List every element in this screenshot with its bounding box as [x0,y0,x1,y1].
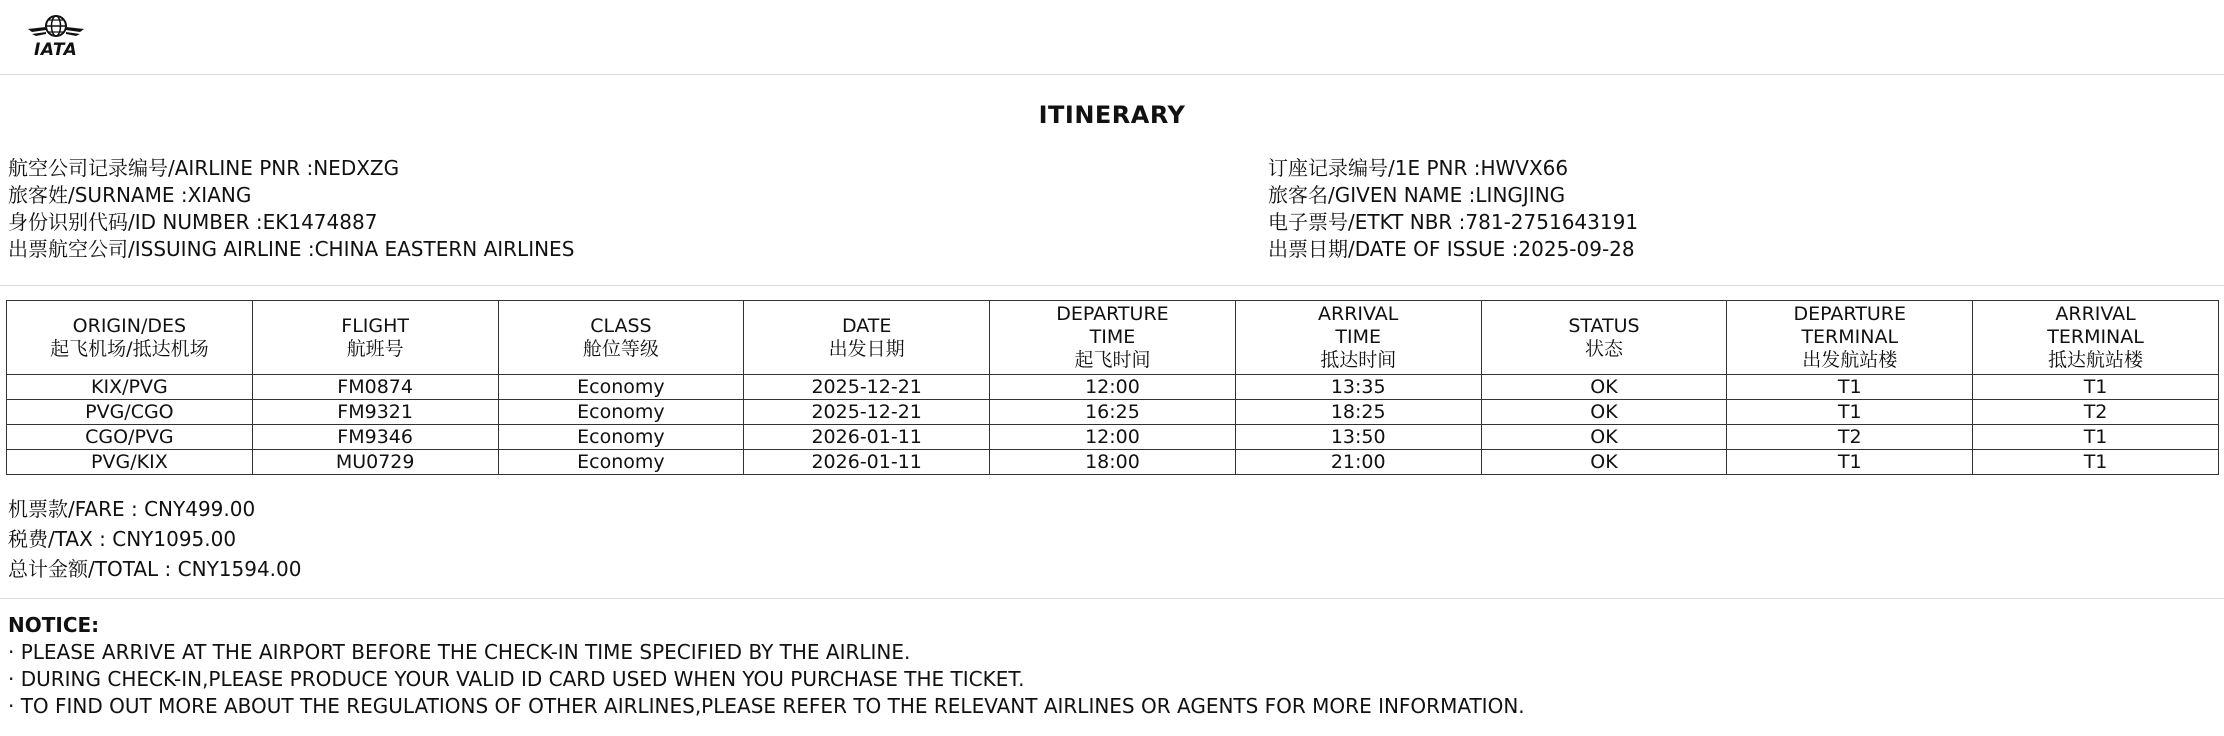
cell-origin-des: KIX/PVG [7,375,253,400]
cell-class: Economy [498,450,744,475]
cell-class: Economy [498,375,744,400]
tax-amount: 税费/TAX : CNY1095.00 [8,527,237,551]
issuing-airline: 出票航空公司/ISSUING AIRLINE :CHINA EASTERN AIRLINES [8,237,575,261]
divider [0,598,2224,599]
cell-departure-terminal: T1 [1727,400,1973,425]
cell-date: 2026-01-11 [744,450,990,475]
cell-arrival-time: 13:50 [1235,425,1481,450]
page-title: ITINERARY [1038,101,1186,129]
cell-arrival-time: 18:25 [1235,400,1481,425]
flight-table [6,300,2219,475]
cell-arrival-terminal: T1 [1973,450,2219,475]
cell-departure-terminal: T2 [1727,425,1973,450]
notice-item: · DURING CHECK-IN,PLEASE PRODUCE YOUR VALID ID CARD USED WHEN YOU PURCHASE THE TICKET. [8,667,1025,691]
col-arrival-time: ARRIVAL TIME 抵达时间 [1235,301,1481,375]
col-date: DATE 出发日期 [744,301,990,375]
date-of-issue: 出票日期/DATE OF ISSUE :2025-09-28 [1268,237,1635,261]
notice-item: · PLEASE ARRIVE AT THE AIRPORT BEFORE THE CHECK-IN TIME SPECIFIED BY THE AIRLINE. [8,640,911,664]
col-status: STATUS 状态 [1481,301,1727,375]
fare-amount: 机票款/FARE : CNY499.00 [8,497,256,521]
logo-text: IATA [34,40,78,60]
airline-pnr: 航空公司记录编号/AIRLINE PNR :NEDXZG [8,156,400,180]
notice-title: NOTICE: [8,613,100,637]
total-amount: 总计金额/TOTAL : CNY1594.00 [8,557,302,581]
cell-status: OK [1481,450,1727,475]
cell-arrival-terminal: T1 [1973,375,2219,400]
cell-class: Economy [498,400,744,425]
fare-summary [8,494,302,584]
cell-arrival-time: 21:00 [1235,450,1481,475]
col-flight: FLIGHT 航班号 [252,301,498,375]
surname: 旅客姓/SURNAME :XIANG [8,183,252,207]
etkt-number: 电子票号/ETKT NBR :781-2751643191 [1268,210,1639,234]
passenger-info-left [8,155,574,263]
col-arrival-terminal: ARRIVAL TERMINAL 抵达航站楼 [1973,301,2219,375]
table-row [7,375,2219,400]
cell-flight: MU0729 [252,450,498,475]
cell-departure-time: 16:25 [990,400,1236,425]
cell-arrival-terminal: T2 [1973,400,2219,425]
1e-pnr: 订座记录编号/1E PNR :HWVX66 [1268,156,1569,180]
cell-arrival-terminal: T1 [1973,425,2219,450]
cell-date: 2025-12-21 [744,375,990,400]
cell-date: 2025-12-21 [744,400,990,425]
cell-departure-terminal: T1 [1727,450,1973,475]
cell-departure-time: 12:00 [990,425,1236,450]
cell-flight: FM0874 [252,375,498,400]
divider [0,74,2224,75]
cell-origin-des: PVG/KIX [7,450,253,475]
cell-date: 2026-01-11 [744,425,990,450]
cell-class: Economy [498,425,744,450]
cell-departure-time: 18:00 [990,450,1236,475]
cell-status: OK [1481,400,1727,425]
col-departure-terminal: DEPARTURE TERMINAL 出发航站楼 [1727,301,1973,375]
cell-arrival-time: 13:35 [1235,375,1481,400]
cell-origin-des: PVG/CGO [7,400,253,425]
passenger-info-right [1268,155,1638,263]
table-header-row [7,301,2219,375]
cell-status: OK [1481,375,1727,400]
notice-section [8,612,1525,720]
col-class: CLASS 舱位等级 [498,301,744,375]
col-origin-des: ORIGIN/DES 起飞机场/抵达机场 [7,301,253,375]
col-departure-time: DEPARTURE TIME 起飞时间 [990,301,1236,375]
given-name: 旅客名/GIVEN NAME :LINGJING [1268,183,1566,207]
notice-item: · TO FIND OUT MORE ABOUT THE REGULATIONS OF OTHER AIRLINES,PLEASE REFER TO THE RELEVANT AIRLINES OR AGENTS FOR MORE INFORMATION. [8,694,1525,718]
cell-departure-terminal: T1 [1727,375,1973,400]
id-number: 身份识别代码/ID NUMBER :EK1474887 [8,210,378,234]
cell-flight: FM9346 [252,425,498,450]
cell-departure-time: 12:00 [990,375,1236,400]
table-row [7,450,2219,475]
divider [0,285,2224,286]
table-row [7,400,2219,425]
table-row [7,425,2219,450]
cell-status: OK [1481,425,1727,450]
cell-origin-des: CGO/PVG [7,425,253,450]
cell-flight: FM9321 [252,400,498,425]
